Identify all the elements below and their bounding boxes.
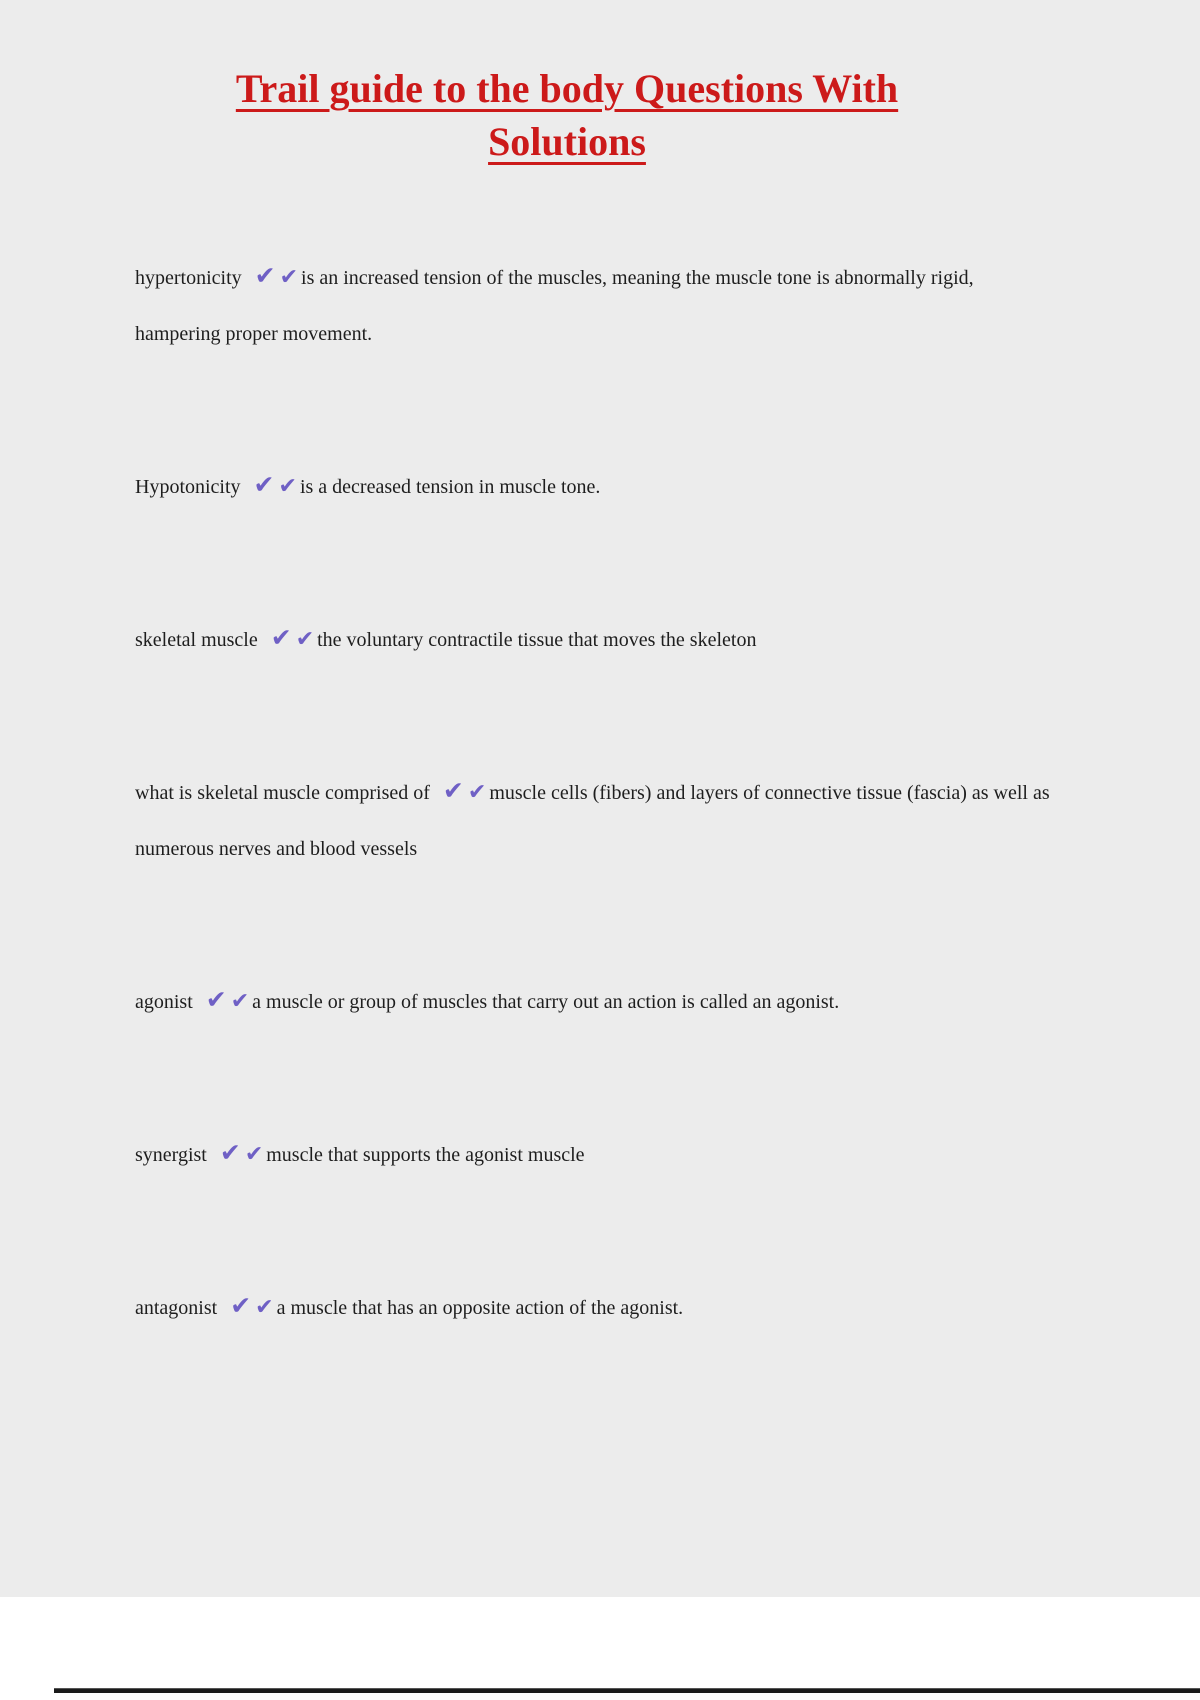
question-term: agonist: [135, 991, 198, 1013]
qa-list: [135, 248, 1060, 1336]
check-icon: ✔: [230, 989, 250, 1014]
answer-text: the voluntary contractile tissue that moves the skeleton: [317, 629, 757, 651]
answer-text: is an increased tension of the muscles, meaning the muscle tone is abnormally rigid, hampering proper movement.: [135, 267, 974, 345]
question-term: hypertonicity: [135, 267, 247, 289]
question-term: antagonist: [135, 1297, 223, 1319]
check-icon: ✔: [253, 470, 275, 499]
check-icon: ✔: [278, 474, 297, 499]
check-icon: ✔: [295, 627, 315, 652]
check-icon: ✔: [279, 265, 299, 290]
question-term: skeletal muscle: [135, 629, 263, 651]
check-icon: ✔: [467, 780, 487, 805]
answer-text: a muscle or group of muscles that carry out an action is called an agonist.: [252, 991, 840, 1013]
answer-text: muscle cells (fibers) and layers of connective tissue (fascia) as well as numerous nerves and blood vessels: [135, 782, 1050, 860]
qa-entry: [135, 763, 1060, 877]
check-icon: ✔: [442, 776, 464, 805]
qa-entry: [135, 1125, 1060, 1183]
check-icon: ✔: [244, 1142, 264, 1167]
answer-text: muscle that supports the agonist muscle: [266, 1144, 585, 1166]
check-icon: ✔: [255, 1295, 274, 1320]
page-break-line: [54, 1688, 1200, 1693]
check-icon: ✔: [219, 1138, 241, 1167]
qa-entry: [135, 972, 1060, 1030]
answer-text: is a decreased tension in muscle tone.: [299, 476, 601, 498]
check-icon: ✔: [205, 985, 227, 1014]
qa-entry: [135, 248, 1060, 362]
question-term: Hypotonicity: [135, 476, 246, 498]
page-bottom-margin: [0, 1597, 1200, 1700]
question-term: synergist: [135, 1144, 212, 1166]
check-icon: ✔: [270, 623, 292, 652]
check-icon: ✔: [230, 1291, 252, 1320]
question-term: what is skeletal muscle comprised of: [135, 782, 435, 804]
qa-entry: [135, 457, 1060, 515]
qa-entry: [135, 610, 1060, 668]
qa-entry: [135, 1278, 1060, 1336]
answer-text: a muscle that has an opposite action of the agonist.: [276, 1297, 684, 1319]
page-title: Trail guide to the body Questions With Solutions: [235, 66, 899, 164]
check-icon: ✔: [254, 261, 276, 290]
